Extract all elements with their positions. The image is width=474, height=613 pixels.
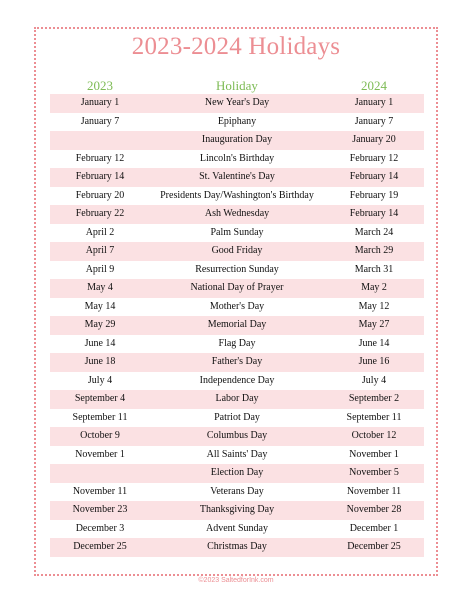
table-row: [50, 261, 424, 280]
date-2024-cell: May 27: [358, 319, 390, 330]
table-row: [50, 205, 424, 224]
holiday-name-cell: Independence Day: [199, 374, 275, 386]
date-2023-cell: July 4: [87, 374, 113, 386]
date-2023-cell: June 18: [84, 356, 116, 367]
date-2024-cell: June 16: [358, 356, 390, 367]
table-row: [50, 298, 424, 317]
date-2024-cell: October 12: [351, 430, 397, 441]
table-row: [50, 501, 424, 520]
table-row: [50, 224, 424, 243]
holiday-name-cell: Memorial Day: [207, 319, 267, 330]
page-title: 2023-2024 Holidays: [131, 33, 341, 60]
holiday-name-cell: Epiphany: [217, 115, 257, 127]
holiday-name-cell: Inauguration Day: [201, 134, 273, 145]
date-2023-cell: December 25: [73, 541, 127, 552]
date-2024-cell: July 4: [361, 374, 387, 386]
date-2024-cell: May 12: [358, 300, 390, 312]
holiday-name-cell: Presidents Day/Washington's Birthday: [160, 189, 314, 201]
holiday-name-cell: Thanksgiving Day: [199, 504, 275, 515]
date-2024-cell: February 12: [349, 152, 399, 164]
date-2024-cell: February 19: [349, 189, 399, 201]
date-2024-cell: December 1: [349, 522, 399, 534]
holiday-name-cell: New Year's Day: [204, 97, 270, 108]
date-2023-cell: April 9: [85, 263, 115, 275]
date-2023-cell: January 7: [80, 115, 120, 127]
date-2024-cell: March 29: [354, 245, 394, 256]
table-row: [50, 446, 424, 465]
table-row: [50, 335, 424, 354]
holiday-name-cell: Patriot Day: [214, 411, 260, 423]
date-2023-cell: January 1: [80, 97, 120, 108]
date-2023-cell: September 11: [72, 411, 128, 423]
table-row: [50, 409, 424, 428]
date-2024-cell: January 1: [354, 97, 394, 108]
date-2023-cell: April 7: [85, 245, 115, 256]
date-2023-cell: February 12: [75, 152, 125, 164]
date-2023-cell: September 4: [74, 393, 126, 404]
header-2023: 2023: [87, 78, 113, 93]
date-2024-cell: December 25: [347, 541, 401, 552]
date-2023-cell: February 20: [75, 189, 125, 201]
table-row: [50, 427, 424, 446]
table-header: [50, 78, 424, 94]
table-row: [50, 168, 424, 187]
date-2024-cell: September 11: [346, 411, 402, 423]
date-2023-cell: February 14: [75, 171, 125, 182]
date-2023-cell: November 1: [75, 448, 125, 460]
date-2024-cell: September 2: [348, 393, 400, 404]
date-2023-cell: December 3: [75, 522, 125, 534]
header-holiday: Holiday: [216, 78, 258, 93]
holiday-name-cell: Election Day: [210, 467, 264, 478]
holiday-name-cell: Ash Wednesday: [204, 208, 270, 219]
date-2024-cell: November 28: [346, 504, 402, 515]
table-row: [50, 538, 424, 557]
date-2024-cell: June 14: [358, 337, 390, 349]
holiday-name-cell: All Saints' Day: [206, 448, 268, 460]
holiday-name-cell: Christmas Day: [207, 541, 267, 552]
date-2024-cell: March 31: [354, 263, 394, 275]
date-2023-cell: June 14: [84, 337, 116, 349]
table-row: [50, 390, 424, 409]
table-row: [50, 279, 424, 298]
date-2023-cell: October 9: [80, 430, 120, 441]
holiday-name-cell: St. Valentine's Day: [199, 171, 275, 182]
holiday-name-cell: Palm Sunday: [210, 226, 264, 238]
holiday-name-cell: Mother's Day: [209, 300, 265, 312]
header-2024: 2024: [361, 78, 387, 93]
date-2023-cell: February 22: [75, 208, 125, 219]
table-row: [50, 187, 424, 206]
table-row: [50, 316, 424, 335]
holiday-name-cell: Flag Day: [218, 337, 256, 349]
date-2023-cell: November 11: [72, 485, 128, 497]
date-2024-cell: November 11: [346, 485, 402, 497]
date-2023-cell: May 4: [87, 282, 113, 293]
date-2024-cell: May 2: [361, 282, 387, 293]
date-2024-cell: February 14: [349, 208, 399, 219]
table-row: [50, 353, 424, 372]
date-2024-cell: January 20: [352, 134, 396, 145]
date-2023-cell: November 23: [72, 504, 128, 515]
date-2023-cell: May 14: [84, 300, 116, 312]
table-row: [50, 150, 424, 169]
table-row: [50, 483, 424, 502]
holiday-table: [50, 94, 424, 557]
date-2024-cell: November 5: [349, 467, 399, 478]
holiday-name-cell: Veterans Day: [210, 485, 264, 497]
holiday-name-cell: Columbus Day: [206, 430, 268, 441]
table-row: [50, 242, 424, 261]
holiday-name-cell: Labor Day: [215, 393, 259, 404]
table-row: [50, 113, 424, 132]
holiday-name-cell: Good Friday: [211, 245, 263, 256]
table-row: [50, 520, 424, 539]
date-2024-cell: January 7: [354, 115, 394, 127]
date-2023-cell: May 29: [84, 319, 116, 330]
date-2024-cell: February 14: [349, 171, 399, 182]
holiday-name-cell: National Day of Prayer: [190, 282, 284, 293]
holiday-name-cell: Advent Sunday: [206, 522, 268, 534]
table-row: [50, 94, 424, 113]
table-row: [50, 464, 424, 483]
table-row: [50, 131, 424, 150]
holiday-name-cell: Lincoln's Birthday: [199, 152, 275, 164]
copyright-footer: ©2023 SaltedforInk.com: [198, 577, 274, 584]
date-2023-cell: April 2: [85, 226, 115, 238]
table-row: [50, 372, 424, 391]
date-2024-cell: November 1: [349, 448, 399, 460]
date-2024-cell: March 24: [354, 226, 394, 238]
holiday-name-cell: Father's Day: [211, 356, 263, 367]
holiday-name-cell: Resurrection Sunday: [195, 263, 279, 275]
